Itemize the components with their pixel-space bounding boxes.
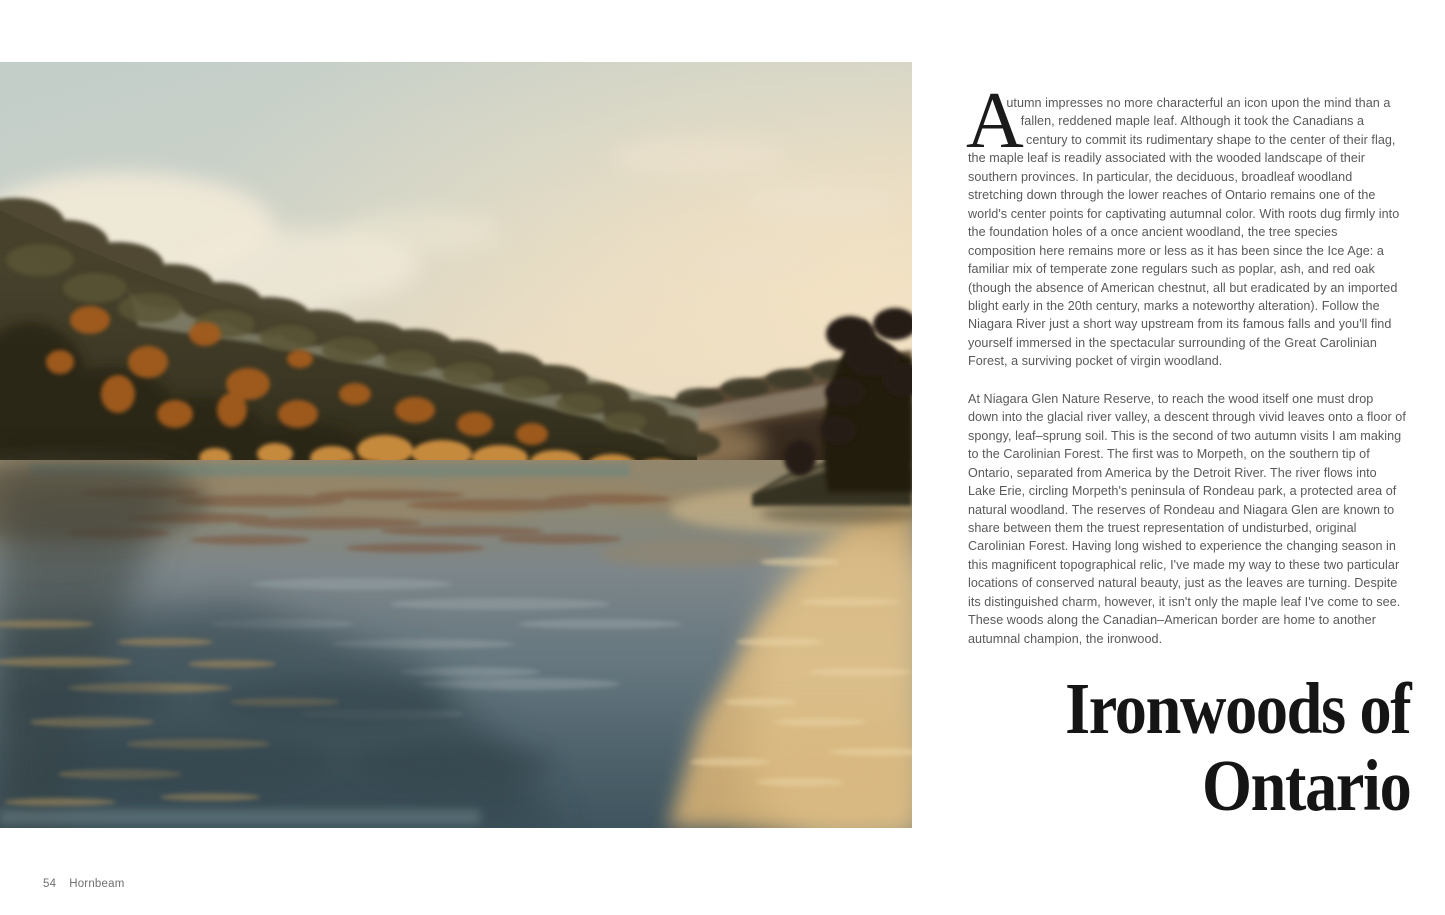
page-number: 54 xyxy=(43,878,57,890)
paragraph-1-text: utumn impresses no more characterful an icon upon the mind than a fallen, reddened maple leaf. Although it took the Canadians a century to commit its rudimentary shape to the center of their flag, the maple leaf is readily associated with the wooded landscape of their southern provinces. In particular, the deciduous, broadleaf woodland stretching down through the lower reaches of Ontario remains one of the world's center points for captivating autumnal color. With roots dug firmly into the foundation holes of a once ancient woodland, the tree species composition here remains more or less as it has been since the Ice Age: a familiar mix of temperate zone regulars such as poplar, ash, and red oak (though the absence of American chestnut, all but eradicated by an imported blight early in the 20th century, marks a noteworthy alteration). Follow the Niagara River just a short way upstream from its famous falls and you'll find yourself immersed in the spectacular surrounding of the Great Carolinian Forest, a surviving pocket of virgin woodland. xyxy=(968,96,1400,369)
gorge-photo-illustration xyxy=(0,62,912,828)
article-paragraph-1 xyxy=(966,77,1406,371)
title-line-2: Ontario xyxy=(1201,745,1410,826)
title-line-1: Ironwoods of xyxy=(1064,668,1410,749)
gorge-photo xyxy=(0,62,912,828)
chapter-name: Hornbeam xyxy=(69,878,125,890)
drop-cap-letter: A xyxy=(966,77,1024,165)
article-paragraph-2: At Niagara Glen Nature Reserve, to reach the wood itself one must drop down into the glacial river valley, a descent through vivid leaves onto a floor of spongy, leaf–sprung soil. This is the second of two autumn visits I am making to the Carolinian Forest. The first was to Morpeth, on the southern tip of Ontario, separated from America by the Detroit River. The river flows into Lake Erie, circling Morpeth's peninsula of Rondeau park, a protected area of natural woodland. The reserves of Rondeau and Niagara Glen are known to share between them the truest representation of undisturbed, original Carolinian Forest. Having long wished to experience the changing season in this magnificent topographical relic, I've made my way to these two particular locations of conserved natural beauty, just as the leaves are turning. Despite its distinguished charm, however, it isn't only the maple leaf I've come to see. These woods along the Canadian–American border are home to another autumnal champion, the ironwood. xyxy=(968,391,1406,646)
article-title xyxy=(1065,670,1410,824)
page-footer xyxy=(43,878,125,891)
drop-cap xyxy=(966,77,1026,165)
article-text-column xyxy=(966,77,1406,648)
